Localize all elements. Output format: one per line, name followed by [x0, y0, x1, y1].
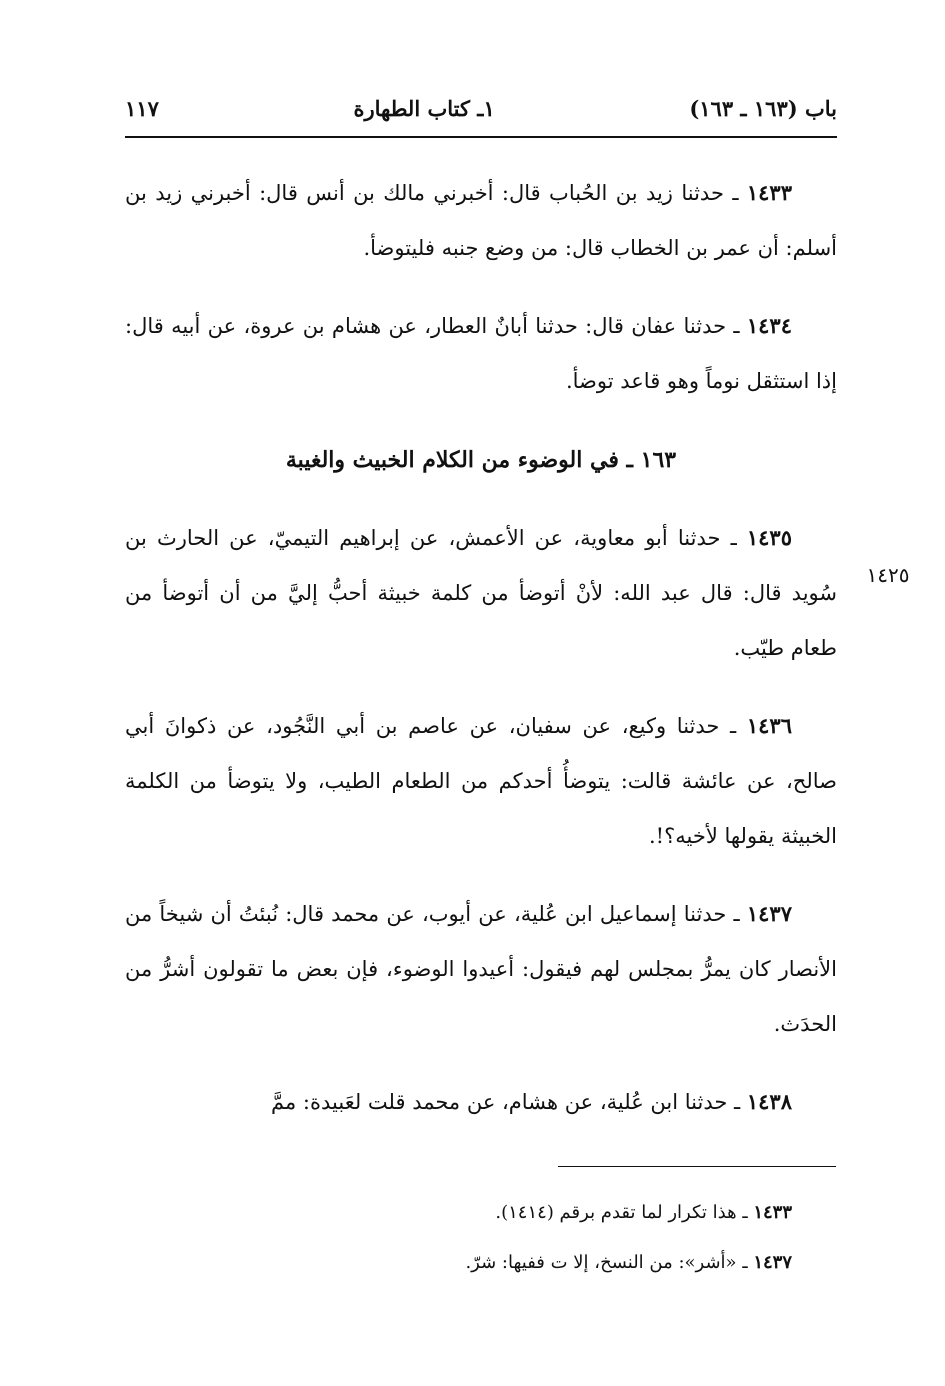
- separator-dash: ـ: [730, 526, 737, 550]
- chapter-title: ١٦٣ ـ في الوضوء من الكلام الخبيث والغيبة: [285, 447, 677, 473]
- footnote-number: ١٤٣٣: [753, 1202, 792, 1223]
- hadith-number: ١٤٣٦: [746, 713, 792, 738]
- header-rule: [125, 136, 837, 138]
- hadith-paragraph: [125, 1074, 837, 1130]
- footnote-text: هذا تكرار لما تقدم برقم (١٤١٤).: [495, 1202, 737, 1223]
- hadith-text: حدثنا زيد بن الحُباب قال: أخبرني مالك بن أنس قال: أخبرني زيد بن أسلم: أن عمر بن الخطاب قال: من وضع جنبه فليتوضأ.: [125, 181, 837, 260]
- hadith-paragraph: [125, 298, 837, 409]
- footnote: [125, 1238, 837, 1288]
- hadith-number: ١٤٣٥: [746, 525, 792, 550]
- separator-dash: ـ: [732, 181, 739, 205]
- separator-dash: ـ: [730, 714, 737, 738]
- hadith-text: حدثنا وكيع، عن سفيان، عن عاصم بن أبي النَّجُود، عن ذكوانَ أبي صالح، عن عائشة قالت: يتوضأُ أحدكم من الطعام الطيب، ولا يتوضأ من الكلمة الخبيثة يقولها لأخيه؟!.: [125, 714, 837, 848]
- hadith-number: ١٤٣٧: [746, 901, 792, 926]
- hadith-paragraph: [125, 886, 837, 1052]
- footnotes: [125, 1188, 837, 1288]
- hadith-number: ١٤٣٤: [746, 313, 792, 338]
- hadith-paragraph: [125, 698, 837, 864]
- running-header: [125, 88, 837, 128]
- header-book-title: ١ـ كتاب الطهارة: [353, 95, 495, 121]
- separator-dash: ـ: [733, 902, 740, 926]
- hadith-text: حدثنا ابن عُلية، عن هشام، عن محمد قلت لعَبيدة: ممَّ: [271, 1090, 728, 1114]
- hadith-paragraph: [125, 165, 837, 276]
- hadith-number: ١٤٣٣: [746, 180, 792, 205]
- separator-dash: ـ: [742, 1252, 748, 1273]
- separator-dash: ـ: [733, 314, 740, 338]
- footnote-number: ١٤٣٧: [753, 1252, 792, 1273]
- separator-dash: ـ: [742, 1202, 748, 1223]
- hadith-text: حدثنا عفان قال: حدثنا أبانٌ العطار، عن هشام بن عروة، عن أبيه قال: إذا استثقل نوماً وهو قاعد توضأ.: [125, 314, 837, 393]
- hadith-paragraph: [125, 510, 837, 676]
- page-number: ١١٧: [125, 95, 159, 121]
- header-section-range: باب (١٦٣ ـ ١٦٣): [689, 95, 837, 121]
- main-text: [125, 165, 837, 1130]
- footnote: [125, 1188, 837, 1238]
- margin-reference-number: ١٤٢٥: [866, 563, 910, 587]
- footnote-rule: [558, 1166, 836, 1167]
- hadith-text: حدثنا إسماعيل ابن عُلية، عن أيوب، عن محمد قال: نُبئتُ أن شيخاً من الأنصار كان يمرُّ بمجلس لهم فيقول: أعيدوا الوضوء، فإن بعض ما تقولون أشرُّ من الحدَث.: [125, 902, 837, 1036]
- footnote-text: «أشر»: من النسخ، إلا ت ففيها: شرّ.: [465, 1252, 737, 1273]
- hadith-number: ١٤٣٨: [746, 1089, 792, 1114]
- hadith-text: حدثنا أبو معاوية، عن الأعمش، عن إبراهيم التيميّ، عن الحارث بن سُويد قال: قال عبد الله: لأنْ أتوضأ من كلمة خبيثة أحبُّ إليَّ من أن أتوضأ من طعام طيّب.: [125, 526, 837, 660]
- separator-dash: ـ: [734, 1090, 741, 1114]
